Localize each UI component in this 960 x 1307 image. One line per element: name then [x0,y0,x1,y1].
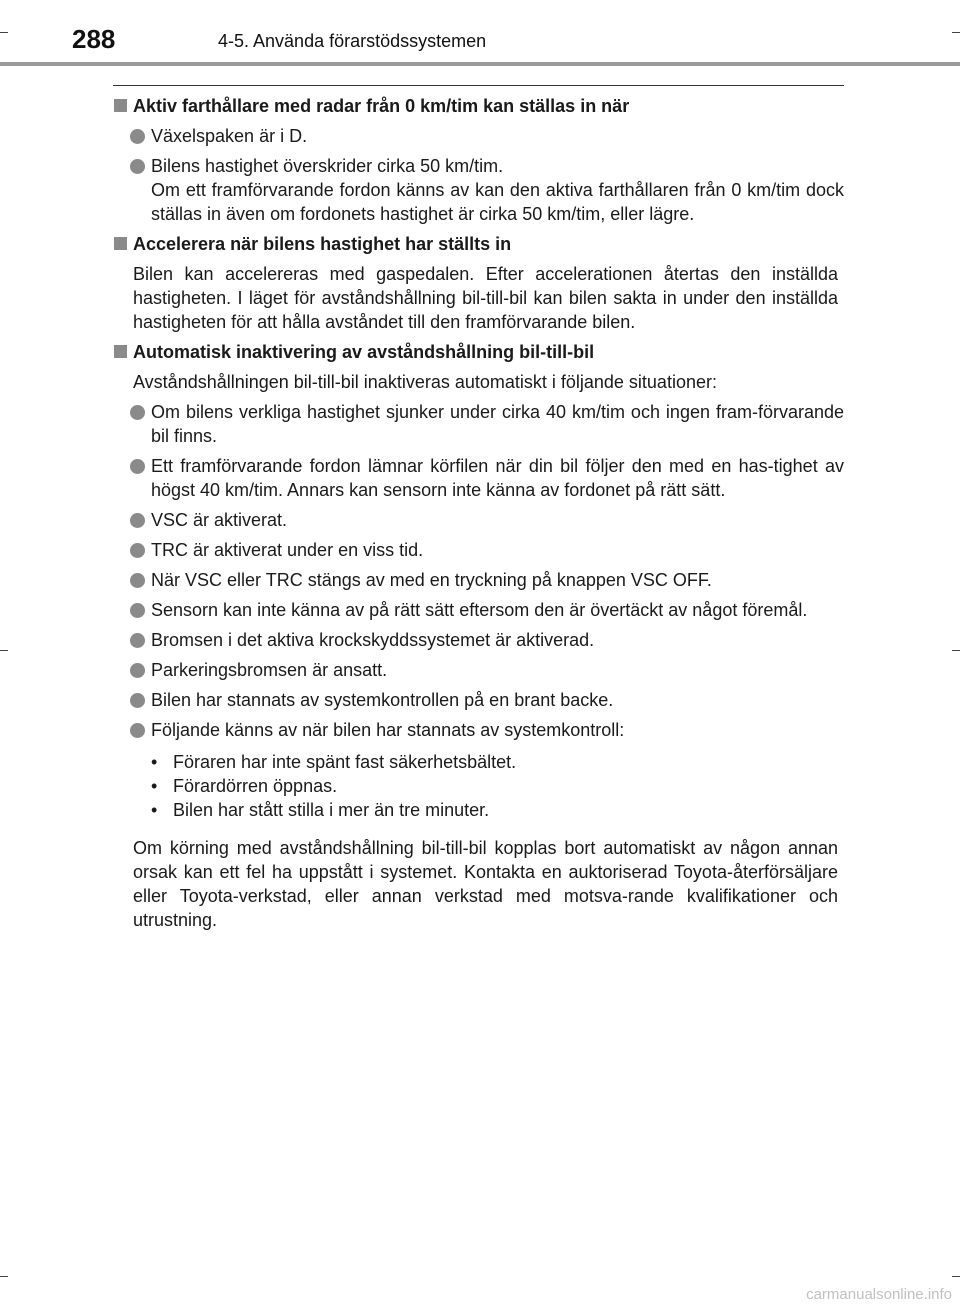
list-item-text: Följande känns av när bilen har stannats av systemkontroll: [151,720,625,740]
square-bullet-icon [114,345,127,358]
sub-list-item-text: Föraren har inte spänt fast säkerhetsbältet. [173,752,517,772]
section-heading [113,232,844,256]
list-item-text: Sensorn kan inte känna av på rätt sätt eftersom den är övertäckt av något föremål. [151,600,808,620]
list-item-text: Parkeringsbromsen är ansatt. [151,660,388,680]
circle-bullet-icon [130,543,145,558]
paragraph: Avståndshållningen bil-till-bil inaktiveras automatiskt i följande situationer: [133,372,717,392]
list-item-text: Om bilens verkliga hastighet sjunker under cirka 40 km/tim och ingen fram-förvarande bil finns. [151,402,844,446]
list-item-text: TRC är aktiverat under en viss tid. [151,540,424,560]
circle-bullet-icon [130,663,145,678]
list-item [113,400,844,448]
page-header [0,0,960,60]
crop-mark [0,1276,8,1277]
circle-bullet-icon [130,129,145,144]
paragraph: Om körning med avståndshållning bil-till-bil kopplas bort automatiskt av någon annan orsak kan ett fel ha uppstått i systemet. Kontakta en auktoriserad Toyota-återförsäljare eller Toyota-verkstad, eller annan verkstad med motsva-rande kvalifikationer och utrustning. [133,838,838,930]
list-item [113,454,844,502]
page-number: 288 [72,24,116,54]
paragraph: Bilen kan accelereras med gaspedalen. Efter accelerationen återtas den inställda hastigheten. I läget för avståndshållning bil-till-bil kan bilen sakta in under den inställda hastigheten för att hålla avståndet till den framförvarande bilen. [133,264,838,332]
list-item [113,154,844,226]
section-heading [113,94,844,118]
list-item-text: Växelspaken är i D. [151,126,308,146]
list-item-note: Om ett framförvarande fordon känns av kan den aktiva farthållaren från 0 km/tim dock ställas in även om fordonets hastighet är cirka 50 km/tim, eller lägre. [151,180,844,224]
list-item-text: VSC är aktiverat. [151,510,288,530]
list-item [113,124,844,148]
section-heading-text: Automatisk inaktivering av avståndshållning bil-till-bil [133,342,595,362]
sub-list-item-text: Förardörren öppnas. [173,776,338,796]
sub-list-item-text: Bilen har stått stilla i mer än tre minuter. [173,800,490,820]
sub-list-item [151,798,844,822]
list-item-text: Bromsen i det aktiva krockskyddssystemet är aktiverad. [151,630,595,650]
circle-bullet-icon [130,159,145,174]
circle-bullet-icon [130,513,145,528]
list-item-text: Ett framförvarande fordon lämnar körfilen när din bil följer den med en has-tighet av högst 40 km/tim. Annars kan sensorn inte känna av fordonet på rätt sätt. [151,456,844,500]
crop-mark [0,650,8,651]
square-bullet-icon [114,237,127,250]
header-rule [0,62,960,66]
square-bullet-icon [114,99,127,112]
crop-mark [952,1276,960,1277]
list-item [113,628,844,652]
section-heading-text: Accelerera när bilens hastighet har ställts in [133,234,512,254]
list-item [113,568,844,592]
circle-bullet-icon [130,723,145,738]
circle-bullet-icon [130,405,145,420]
list-item [113,598,844,622]
section-heading-text: Aktiv farthållare med radar från 0 km/tim kan ställas in när [133,96,630,116]
circle-bullet-icon [130,573,145,588]
list-item-text: Bilen har stannats av systemkontrollen på en brant backe. [151,690,614,710]
section-heading [113,340,844,364]
list-item-text: När VSC eller TRC stängs av med en tryckning på knappen VSC OFF. [151,570,712,590]
section-rule [113,85,844,86]
list-item-text: Bilens hastighet överskrider cirka 50 km/tim. [151,156,504,176]
dot-bullet: • [151,752,158,772]
circle-bullet-icon [130,603,145,618]
sub-list [151,750,844,822]
circle-bullet-icon [130,459,145,474]
list-item [113,538,844,562]
sub-list-item [151,774,844,798]
list-item [113,508,844,532]
list-item [113,718,844,742]
chapter-title: 4-5. Använda förarstödssystemen [218,31,487,51]
page-content [113,94,844,932]
crop-mark [952,650,960,651]
sub-list-item [151,750,844,774]
dot-bullet: • [151,800,158,820]
watermark: carmanualsonline.info [806,1286,952,1303]
list-item [113,658,844,682]
dot-bullet: • [151,776,158,796]
circle-bullet-icon [130,693,145,708]
circle-bullet-icon [130,633,145,648]
list-item [113,688,844,712]
